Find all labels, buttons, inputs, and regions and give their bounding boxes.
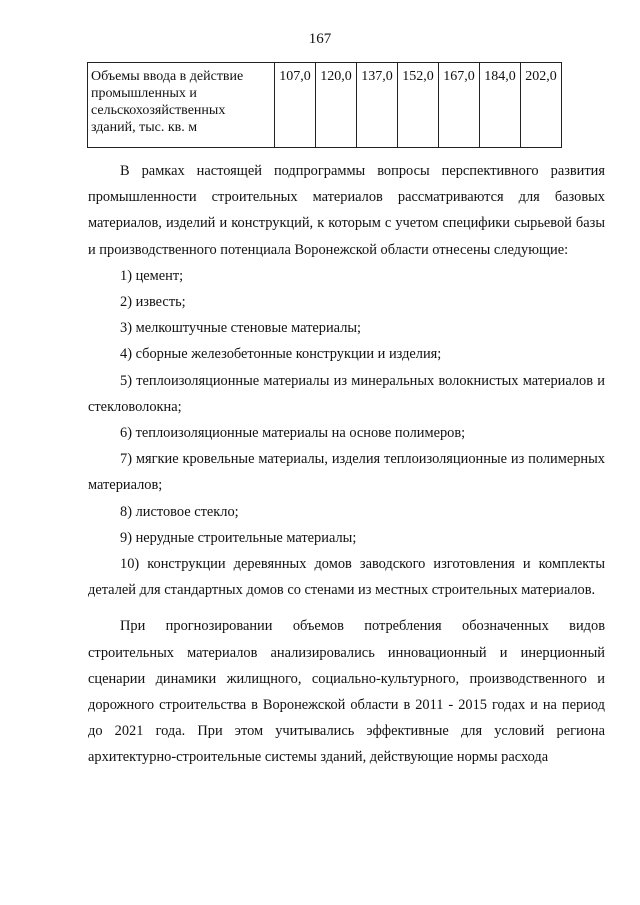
conclusion-paragraph: При прогнозировании объемов потребления обозначенных видов строительных материалов анализировались инновационный и инерционный сценарии динамики жилищного, социально-культурного, производственного и дорожного строительства в Воронежской области в 2011 - 2015 годах и на период до 2021 года. При этом учитывались эффективные для условий региона архитектурно-строительные системы зданий, действующие нормы расхода [88, 618, 605, 766]
table-cell: 184,0 [480, 63, 521, 148]
list-item: 7) мягкие кровельные материалы, изделия теплоизоляционные из полимерных материалов; [88, 451, 605, 494]
list-item: 10) конструкции деревянных домов заводского изготовления и комплекты деталей для стандартных домов со стенами из местных строительных материалов. [88, 556, 605, 599]
data-table [87, 62, 562, 148]
list-item: 3) мелкоштучные стеновые материалы; [120, 320, 362, 337]
table-cell: 107,0 [275, 63, 316, 148]
list-item: 6) теплоизоляционные материалы на основе полимеров; [120, 425, 466, 442]
table-cell: 202,0 [521, 63, 562, 148]
table-cell: 152,0 [398, 63, 439, 148]
table-row-label: Объемы ввода в действие промышленных и сельскохозяйственных зданий, тыс. кв. м [88, 63, 275, 148]
table-row [88, 63, 562, 148]
page-number: 167 [308, 31, 332, 47]
list-item: 4) сборные железобетонные конструкции и изделия; [120, 346, 442, 363]
table-cell: 167,0 [439, 63, 480, 148]
table-cell: 137,0 [357, 63, 398, 148]
list-item: 1) цемент; [120, 267, 184, 284]
list-item: 5) теплоизоляционные материалы из минеральных волокнистых материалов и стекловолокна; [88, 372, 605, 415]
list-item: 9) нерудные строительные материалы; [120, 529, 357, 546]
list-item: 2) известь; [120, 294, 186, 311]
list-item: 8) листовое стекло; [120, 503, 239, 520]
body-text [88, 158, 605, 771]
intro-paragraph: В рамках настоящей подпрограммы вопросы перспективного развития промышленности строительных материалов рассматриваются для базовых материалов, изделий и конструкций, к которым с учетом специфики сырьевой базы и производственного потенциала Воронежской области отнесены следующие: [88, 163, 605, 258]
table-cell: 120,0 [316, 63, 357, 148]
